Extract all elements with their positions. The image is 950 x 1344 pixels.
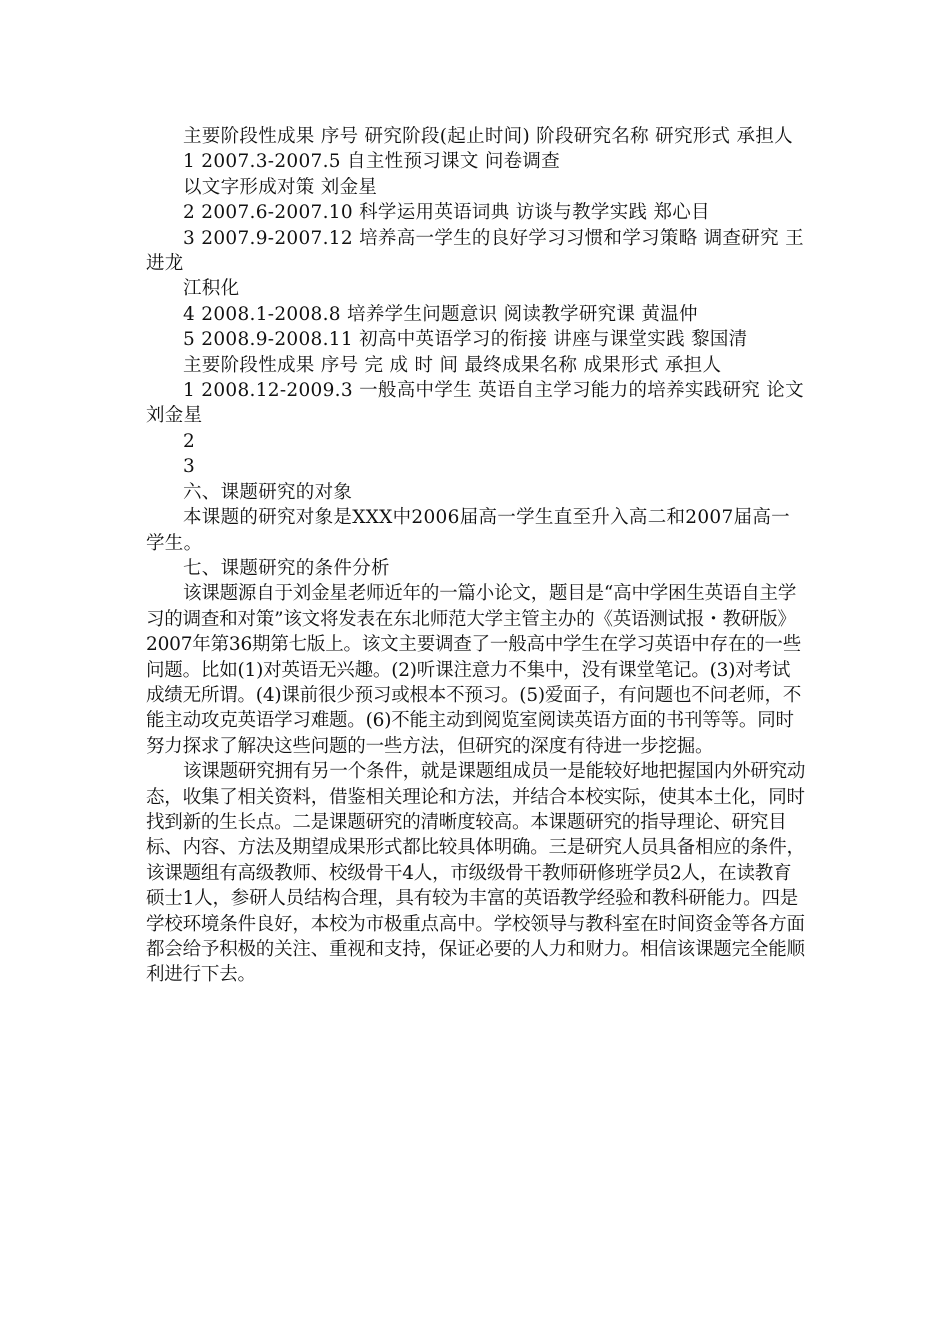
stage-row-3: 3 2007.9-2007.12 培养高一学生的良好学习习惯和学习策略 调查研究 王进龙 bbox=[146, 227, 804, 275]
section-seven-heading: 七、课题研究的条件分析 bbox=[183, 557, 390, 579]
section-six-body: 本课题的研究对象是XXX中2006届高一学生直至升入高二和2007届高一学生。 bbox=[146, 507, 790, 554]
stage-row-4: 4 2008.1-2008.8 培养学生问题意识 阅读教学研究课 黄温仲 bbox=[183, 303, 698, 325]
document-body bbox=[146, 124, 806, 988]
stage-row-5: 5 2008.9-2008.11 初高中英语学习的衔接 讲座与课堂实践 黎国清 bbox=[183, 329, 748, 351]
final-row-2: 2 bbox=[183, 430, 196, 452]
final-results-header: 主要阶段性成果 序号 完 成 时 间 最终成果名称 成果形式 承担人 bbox=[183, 354, 722, 376]
final-row-3: 3 bbox=[183, 456, 196, 478]
stage-results-header: 主要阶段性成果 序号 研究阶段(起止时间) 阶段研究名称 研究形式 承担人 bbox=[183, 126, 793, 147]
final-row-1: 1 2008.12-2009.3 一般高中学生 英语自主学习能力的培养实践研究 论文 刘金星 bbox=[146, 380, 804, 427]
conditions-paragraph-2: 该课题研究拥有另一个条件，就是课题组成员一是能较好地把握国内外研究动态，收集了相关资料，借鉴相关理论和方法，并结合本校实际，使其本土化，同时找到新的生长点。二是课题研究的清晰度较高。本课题研究的指导理论、研究目标、内容、方法及期望成果形式都比较具体明确。三是研究人员具备相应的条件，该课题组有高级教师、校级骨干4人，市级级骨干教师研修班学员2人，在读教育硕士1人，参研人员结构合理，具有较为丰富的英语教学经验和教科研能力。四是学校环境条件良好，本校为市极重点高中。学校领导与教科室在时间资金等各方面都会给予积极的关注、重视和支持，保证必要的人力和财力。相信该课题完全能顺利进行下去。 bbox=[146, 761, 806, 986]
stage-row-1-continued: 以文字形成对策 刘金星 bbox=[183, 176, 378, 198]
conditions-paragraph-1: 该课题源自于刘金星老师近年的一篇小论文，题目是“高中学困生英语自主学习的调查和对策”该文将发表在东北师范大学主管主办的《英语测试报・教研版》2007年第36期第七版上。该文主要调查了一般高中学生在学习英语中存在的一些问题。比如(1)对英语无兴趣。(2)听课注意力不集中，没有课堂笔记。(3)对考试成绩无所谓。(4)课前很少预习或根本不预习。(5)爱面子，有问题也不问老师，不能主动攻克英语学习难题。(6)不能主动到阅览室阅读英语方面的书刊等等。同时努力探求了解决这些问题的一些方法，但研究的深度有待进一步挖掘。 bbox=[146, 583, 802, 757]
stage-row-1: 1 2007.3-2007.5 自主性预习课文 问卷调查 bbox=[183, 151, 561, 173]
stage-row-2: 2 2007.6-2007.10 科学运用英语词典 访谈与教学实践 郑心目 bbox=[183, 202, 710, 224]
stage-row-3-continued: 江积化 bbox=[183, 278, 240, 300]
section-six-heading: 六、课题研究的对象 bbox=[183, 481, 353, 503]
